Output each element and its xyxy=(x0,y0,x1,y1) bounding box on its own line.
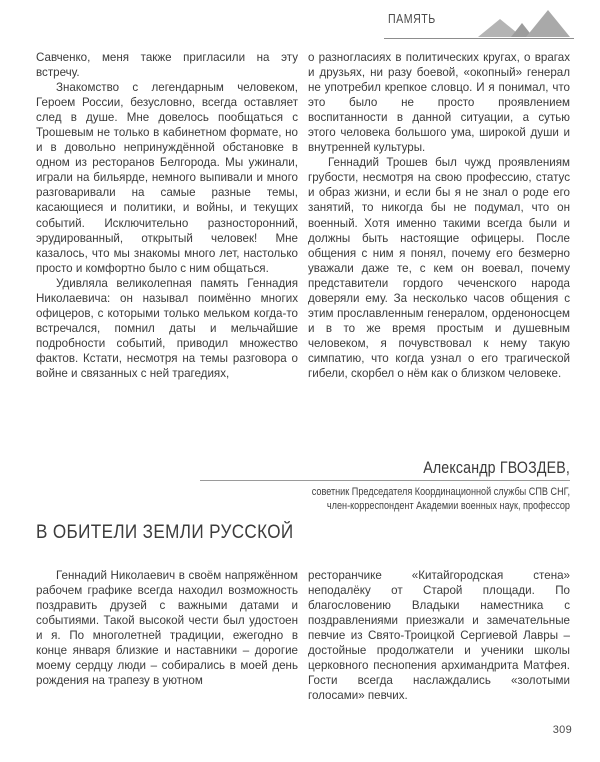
section-heading: В ОБИТЕЛИ ЗЕМЛИ РУССКОЙ xyxy=(36,522,294,543)
author-name: Александр ГВОЗДЕВ, xyxy=(423,459,570,477)
paragraph: о разногласиях в политических кругах, о врагах и друзьях, ни разу боевой, «окопный» генерал не употребил крепкое словцо. И я понимал, что это было не просто проявлением воспитанности в данной ситуации, а сутью этого человека большого ума, широкой души и внутренней культуры. xyxy=(308,51,570,155)
running-header-title: ПАМЯТЬ xyxy=(388,12,436,26)
signature-rule xyxy=(200,480,570,481)
author-title-line-1: советник Председателя Координационной службы СПВ СНГ, xyxy=(311,486,570,498)
section-left-column xyxy=(36,568,298,688)
paragraph: Геннадий Трошев был чужд проявлениям грубости, несмотря на свою профессию, статус и образ жизни, и если бы я не знал о роде его занятий, то никогда бы не подумал, что он военный. Хотя именно такими всегда были и должны быть настоящие офицеры. После общения с ним я понял, почему его безмерно уважали даже те, с кем он воевал, почему представители гордого чеченского народа доверяли ему. За несколько часов общения с этим прославленным генералом, орденоносцем и в то же время простым и душевным человеком, я почувствовал к нему такую симпатию, что когда узнал о его трагической гибели, скорбел о нём как о близком человеке. xyxy=(308,156,570,380)
paragraph: Савченко, меня также пригласили на эту встречу. xyxy=(36,51,298,80)
page-number: 309 xyxy=(552,724,572,736)
author-title-line-2: член-корреспондент Академии военных наук, профессор xyxy=(326,500,570,512)
paragraph: Геннадий Николаевич в своём напряжённом рабочем графике всегда находил возможность поздравить друзей с важными датами и событиями. Такой высокой чести был удостоен и я. По многолетней традиции, ежегодно в конце января близкие и наставники – дорогие моему сердцу люди – собирались в моей день рождения на трапезу в уютном xyxy=(36,569,298,688)
running-header xyxy=(384,8,574,42)
paragraph: Удивляла великолепная память Геннадия Николаевича: он называл поимённо многих офицеров, с которыми только мельком когда-то встречался, помнил даты и мельчайшие подробности событий, приводил множество фактов. Кстати, несмотря на темы разговора о войне и связанных с ней трагедиях, xyxy=(36,276,298,380)
section-right-column xyxy=(308,568,570,703)
article-right-column xyxy=(308,50,570,381)
paragraph: ресторанчике «Китайгородская стена» неподалёку от Старой площади. По благословению Владыки наместника с поздравлениями приезжали и замечательные певчие из Свято-Троицкой Сергиевой Лавры – достойные продолжатели и ученики школы церковного песнопения архимандрита Матфея. Гости всегда наслаждались «золотыми голосами» певчих. xyxy=(308,569,570,703)
mountains-icon xyxy=(478,8,574,38)
paragraph: Знакомство с легендарным человеком, Героем России, безусловно, всегда оставляет след в душе. Мне довелось пообщаться с Трошевым не только в кабинетном формате, но и в довольно непринуждённой обстановке в одном из ресторанов Белгорода. Мы ужинали, играли на бильярде, немного выпивали и много разговаривали на самые разные темы, касающиеся и политики, и войны, и текущих событий. Исключительно разносторонний, эрудированный, открытый человек! Мне казалось, что мы знакомы много лет, настолько просто и комфортно было с ним общаться. xyxy=(36,81,298,275)
article-left-column xyxy=(36,50,298,381)
header-rule xyxy=(384,38,574,40)
signature-block xyxy=(200,459,570,512)
